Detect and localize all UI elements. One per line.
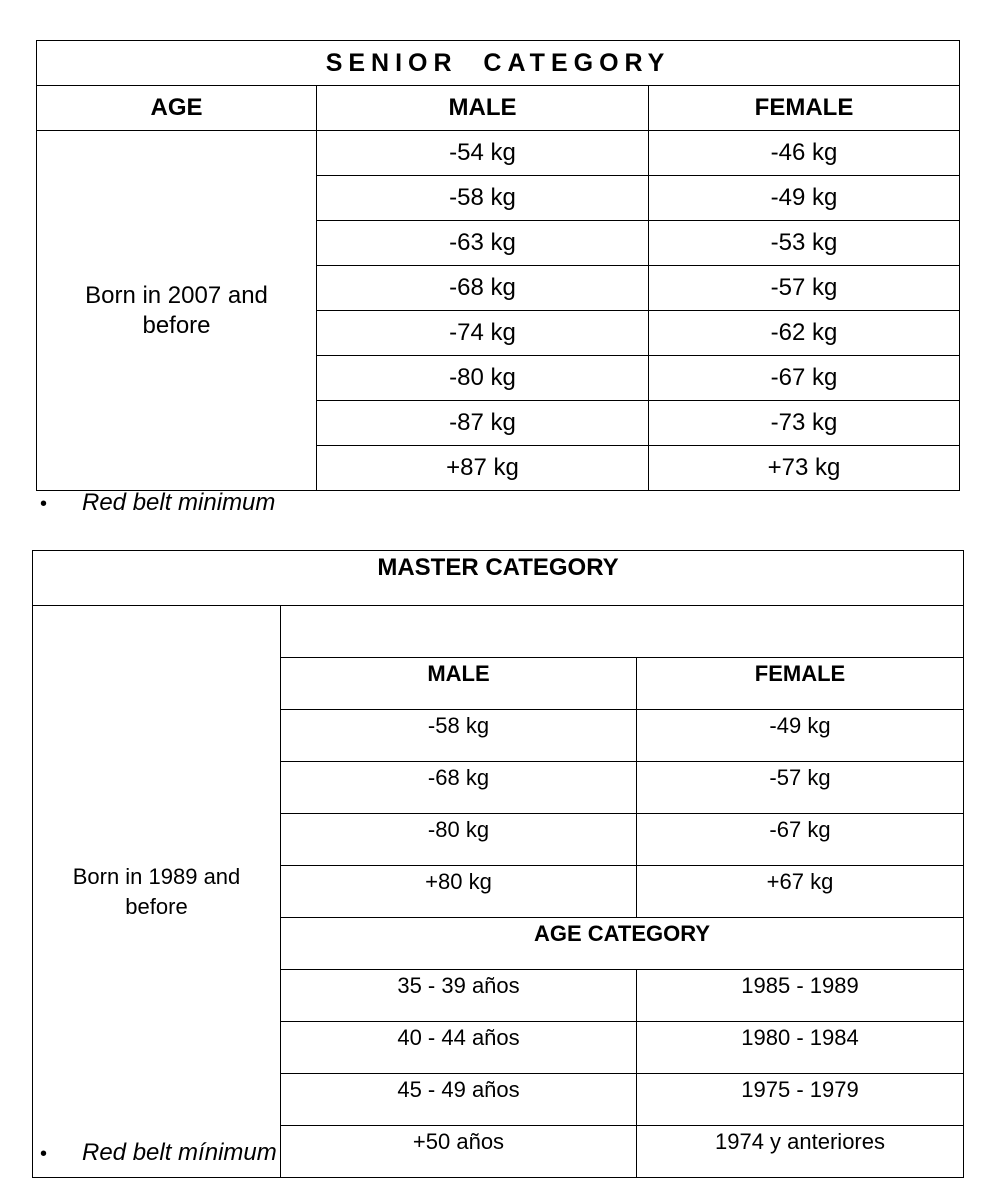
master-header-male: MALE [281, 658, 637, 710]
master-male-weight: -80 kg [281, 814, 637, 866]
master-male-weight: -68 kg [281, 762, 637, 814]
age-years: 1980 - 1984 [637, 1022, 964, 1074]
senior-female-weight: -49 kg [649, 176, 960, 221]
senior-female-weight: -46 kg [649, 131, 960, 176]
senior-male-weight: -87 kg [317, 401, 649, 446]
senior-male-weight: -54 kg [317, 131, 649, 176]
master-female-weight: -57 kg [637, 762, 964, 814]
senior-female-weight: -57 kg [649, 266, 960, 311]
age-range: 35 - 39 años [281, 970, 637, 1022]
senior-male-weight: -58 kg [317, 176, 649, 221]
master-blank-row [281, 606, 964, 658]
senior-male-weight: -63 kg [317, 221, 649, 266]
age-years: 1975 - 1979 [637, 1074, 964, 1126]
senior-male-weight: -80 kg [317, 356, 649, 401]
senior-age-text: Born in 2007 and before [37, 131, 317, 491]
senior-female-weight: -53 kg [649, 221, 960, 266]
master-header-female: FEMALE [637, 658, 964, 710]
senior-note [40, 489, 275, 517]
master-female-weight: +67 kg [637, 866, 964, 918]
master-category-table [32, 550, 964, 1178]
bullet-icon: • [40, 493, 48, 515]
master-note-text: Red belt mínimum [82, 1139, 277, 1166]
senior-header-male: MALE [317, 86, 649, 131]
table-row [37, 131, 960, 176]
senior-male-weight: -68 kg [317, 266, 649, 311]
age-years: 1985 - 1989 [637, 970, 964, 1022]
senior-note-text: Red belt minimum [82, 489, 276, 516]
age-range: +50 años [281, 1126, 637, 1178]
senior-title: SENIOR CATEGORY [37, 41, 960, 86]
senior-female-weight: -73 kg [649, 401, 960, 446]
senior-header-age: AGE [37, 86, 317, 131]
senior-female-weight: +73 kg [649, 446, 960, 491]
age-range: 45 - 49 años [281, 1074, 637, 1126]
age-range: 40 - 44 años [281, 1022, 637, 1074]
senior-female-weight: -62 kg [649, 311, 960, 356]
senior-male-weight: -74 kg [317, 311, 649, 356]
senior-category-table [36, 40, 960, 491]
master-female-weight: -67 kg [637, 814, 964, 866]
bullet-icon: • [40, 1143, 48, 1165]
master-title: MASTER CATEGORY [33, 551, 964, 606]
senior-header-female: FEMALE [649, 86, 960, 131]
master-male-weight: +80 kg [281, 866, 637, 918]
master-age-text: Born in 1989 and before [33, 606, 281, 1178]
senior-male-weight: +87 kg [317, 446, 649, 491]
age-category-title: AGE CATEGORY [281, 918, 964, 970]
master-male-weight: -58 kg [281, 710, 637, 762]
senior-female-weight: -67 kg [649, 356, 960, 401]
master-female-weight: -49 kg [637, 710, 964, 762]
master-note [40, 1139, 277, 1167]
age-years: 1974 y anteriores [637, 1126, 964, 1178]
